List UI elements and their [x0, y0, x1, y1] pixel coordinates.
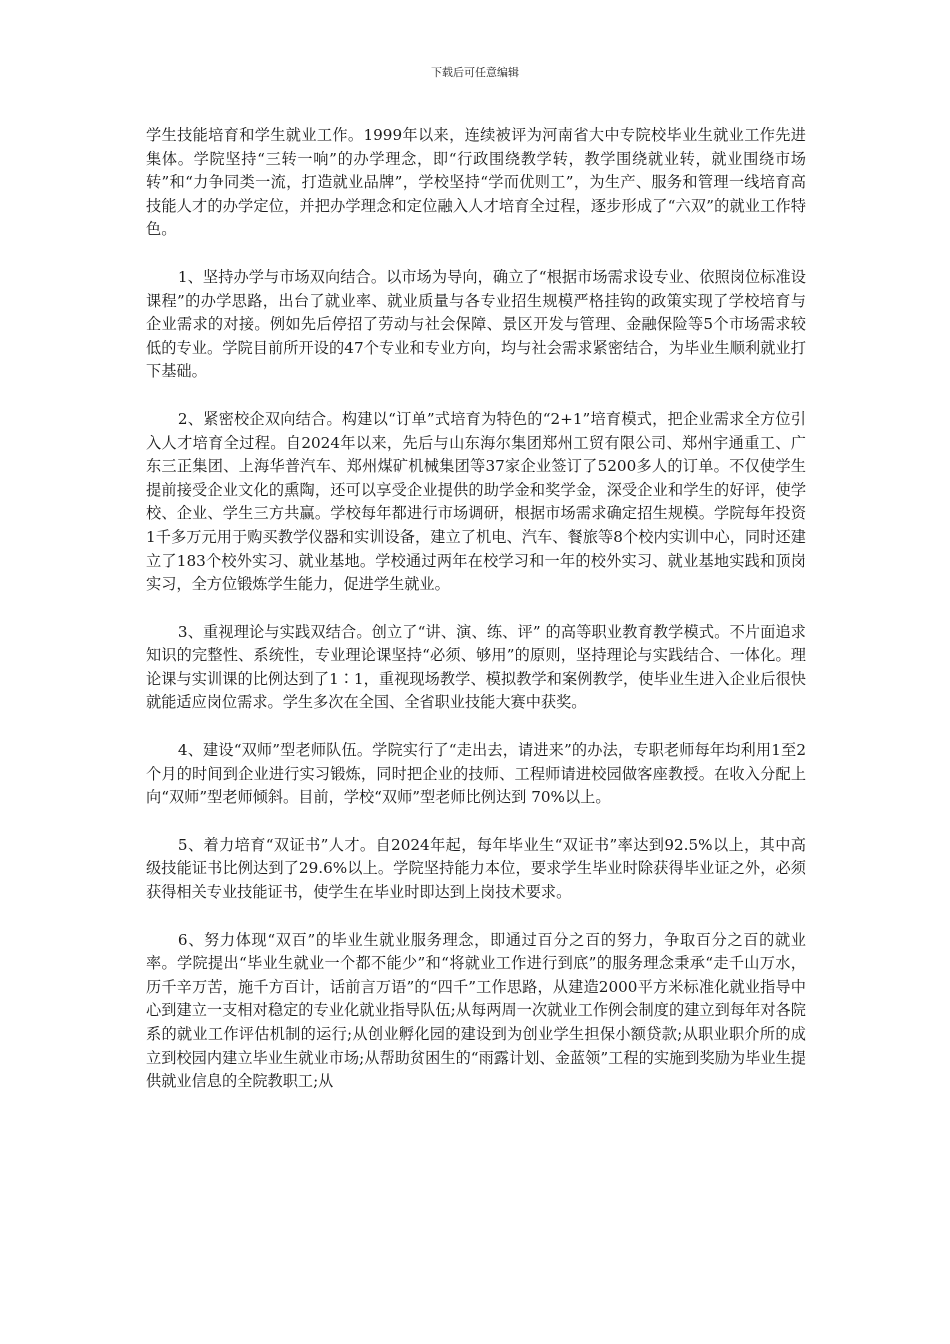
paragraph-gap [146, 810, 806, 834]
paragraph-intro: 学生技能培育和学生就业工作。1999年以来，连续被评为河南省大中专院校毕业生就业工作先进集体。学院坚持“三转一响”的办学理念，即“行政围绕教学转，教学围绕就业转，就业围绕市场转”和“力争同类一流，打造就业品牌”，学校坚持“学而优则工”，为生产、服务和管理一线培育高技能人才的办学定位，并把办学理念和定位融入人才培育全过程，逐步形成了“六双”的就业工作特色。 [146, 126, 806, 239]
paragraph-gap [146, 384, 806, 408]
paragraph-gap [146, 905, 806, 929]
paragraph-gap [146, 242, 806, 266]
paragraph-item-3: 3、重视理论与实践双结合。创立了“讲、演、练、评” 的高等职业教育教学模式。不片面追求知识的完整性、系统性，专业理论课坚持“必须、够用”的原则，坚持理论与实践结合、一体化。理论课与实训课的比例达到了1∶1，重视现场教学、模拟教学和案例教学，使毕业生进入企业后很快就能适应岗位需求。学生多次在全国、全省职业技能大赛中获奖。 [146, 622, 806, 712]
paragraph-item-1: 1、坚持办学与市场双向结合。以市场为导向，确立了“根据市场需求设专业、依照岗位标准设课程”的办学思路，出台了就业率、就业质量与各专业招生规模严格挂钩的政策实现了学校培育与企业需求的对接。例如先后停招了劳动与社会保障、景区开发与管理、金融保险等5个市场需求较低的专业。学院目前所开设的47个专业和专业方向，均与社会需求紧密结合，为毕业生顺利就业打下基础。 [146, 267, 806, 381]
paragraph-item-5: 5、着力培育“双证书”人才。自2024年起，每年毕业生“双证书”率达到92.5%以上，其中高级技能证书比例达到了29.6%以上。学院坚持能力本位，要求学生毕业时除获得毕业证之外，必须获得相关专业技能证书，使学生在毕业时即达到上岗技术要求。 [146, 835, 806, 902]
paragraph-gap [146, 597, 806, 621]
paragraph-gap [146, 715, 806, 739]
page-header: 下载后可任意编辑 [431, 66, 519, 79]
document-body [146, 124, 806, 1094]
paragraph-item-4: 4、建设“双师”型老师队伍。学院实行了“走出去，请进来”的办法，专职老师每年均利用1至2个月的时间到企业进行实习锻炼，同时把企业的技师、工程师请进校园做客座教授。在收入分配上向“双师”型老师倾斜。目前，学校“双师”型老师比例达到 70%以上。 [146, 741, 806, 807]
paragraph-item-6: 6、努力体现“双百”的毕业生就业服务理念，即通过百分之百的努力，争取百分之百的就业率。学院提出“毕业生就业一个都不能少”和“将就业工作进行到底”的服务理念秉承“走千山万水，历千辛万苦，施千方百计，话前言万语”的“四千”工作思路，从建造2000平方米标准化就业指导中心到建立一支相对稳定的专业化就业指导队伍;从每两周一次就业工作例会制度的建立到每年对各院系的就业工作评估机制的运行;从创业孵化园的建设到为创业学生担保小额贷款;从职业职介所的成立到校园内建立毕业生就业市场;从帮助贫困生的“雨露计划、金蓝领”工程的实施到奖励为毕业生提供就业信息的全院教职工;从 [146, 930, 806, 1091]
paragraph-item-2: 2、紧密校企双向结合。构建以“订单”式培育为特色的“2+1”培育模式，把企业需求全方位引入人才培育全过程。自2024年以来，先后与山东海尔集团郑州工贸有限公司、郑州宇通重工、广东三正集团、上海华普汽车、郑州煤矿机械集团等37家企业签订了5200多人的订单。不仅使学生提前接受企业文化的熏陶，还可以享受企业提供的助学金和奖学金，深受企业和学生的好评，使学校、企业、学生三方共赢。学校每年都进行市场调研，根据市场需求确定招生规模。学院每年投资1千多万元用于购买教学仪器和实训设备，建立了机电、汽车、餐旅等8个校内实训中心，同时还建立了183个校外实习、就业基地。学校通过两年在校学习和一年的校外实习、就业基地实践和顶岗实习，全方位锻炼学生能力，促进学生就业。 [146, 409, 806, 594]
